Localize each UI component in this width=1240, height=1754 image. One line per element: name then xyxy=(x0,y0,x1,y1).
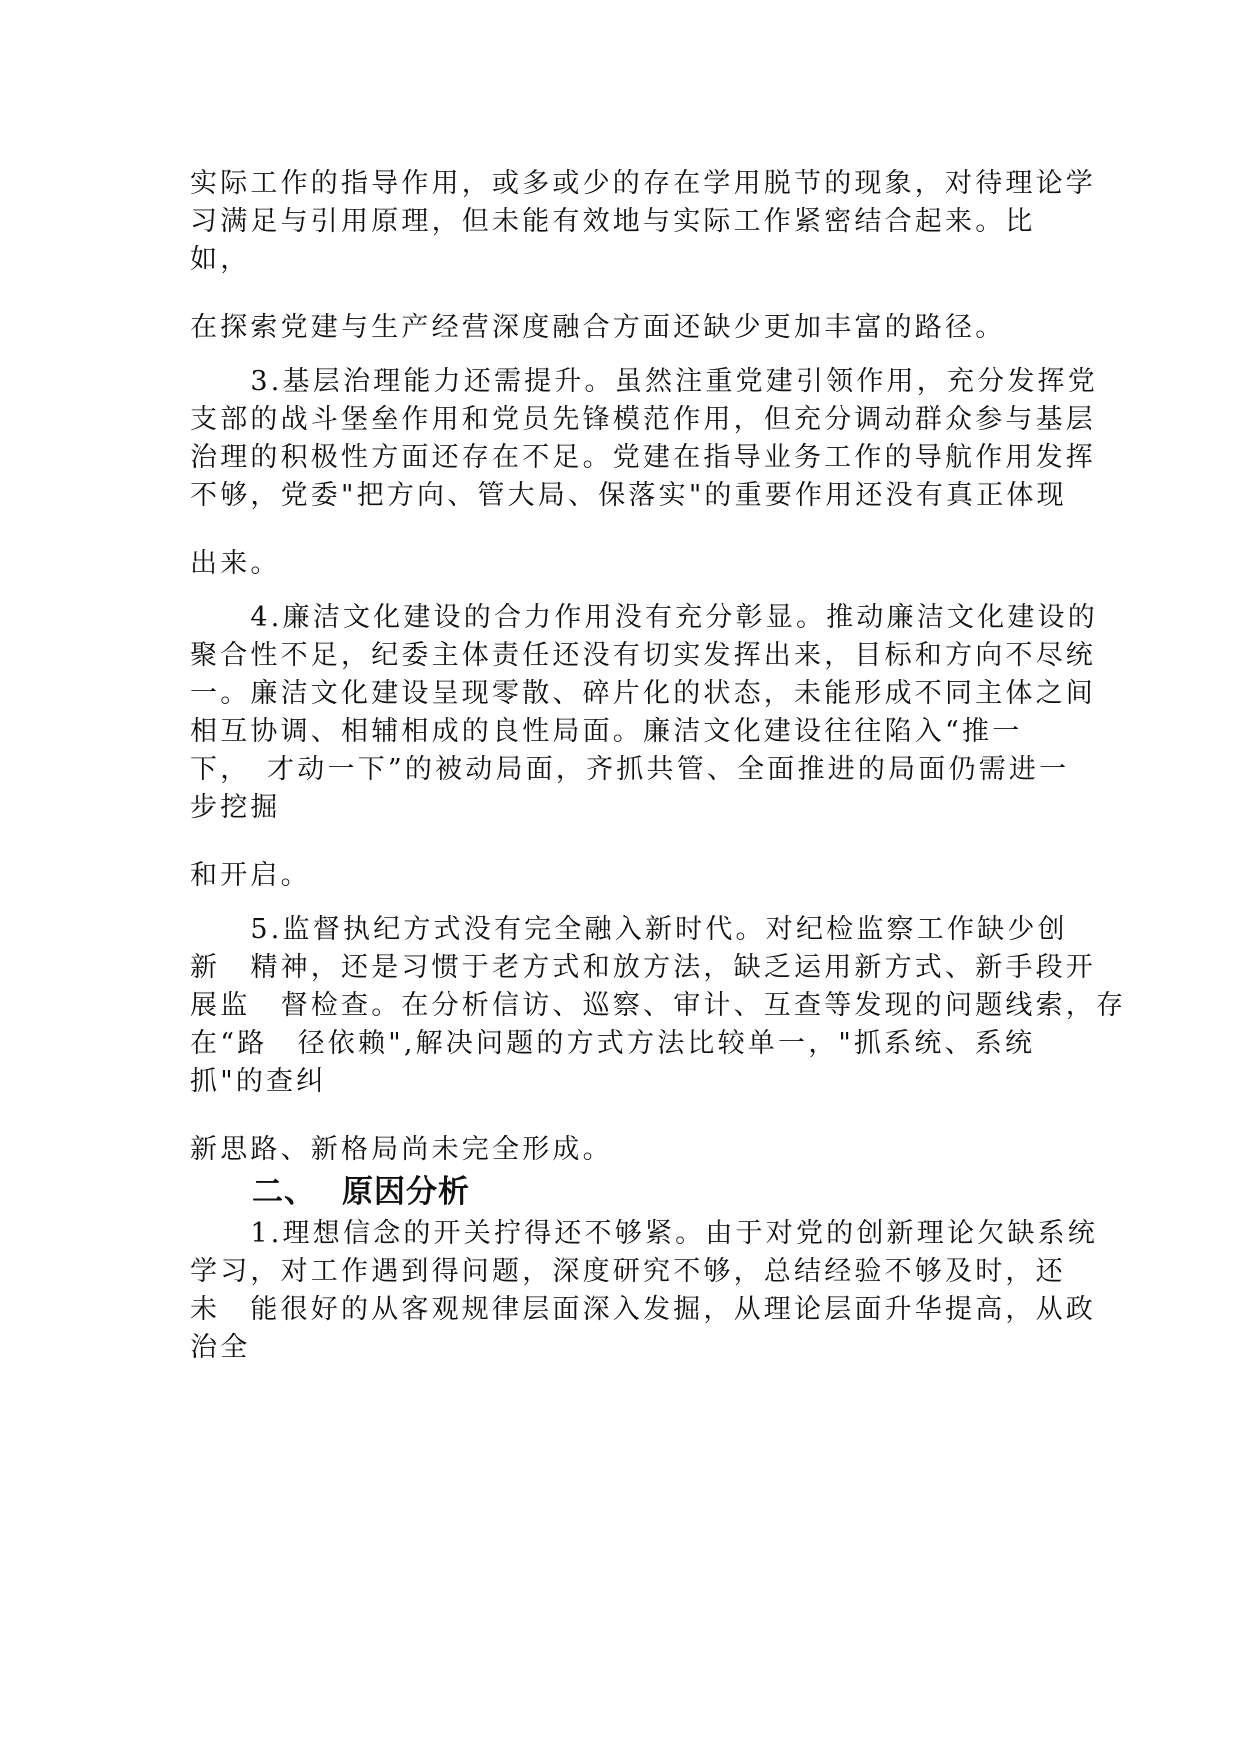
paragraph-gap xyxy=(190,1101,1060,1131)
text-line: 治理的积极性方面还存在不足。党建在指导业务工作的导航作用发挥 xyxy=(190,442,1096,473)
text-line: 实际工作的指导作用，或多或少的存在学用脱节的现象，对待理论学 xyxy=(190,168,1096,199)
text-line: 如， xyxy=(190,244,251,275)
text-line: 不够，党委"把方向、管大局、保落实"的重要作用还没有真正体现 xyxy=(190,480,1067,511)
text-line: 在探索党建与生产经营深度融合方面还缺少更加丰富的路径。 xyxy=(190,312,1006,343)
paragraph xyxy=(190,545,1060,583)
paragraph xyxy=(190,857,1060,895)
text-line: 新思路、新格局尚未完全形成。 xyxy=(190,1134,613,1165)
text-line: 未 能很好的从客观规律层面深入发掘，从理论层面升华提高，从政 xyxy=(190,1294,1096,1325)
text-line: 展监 督检查。在分析信访、巡察、审计、互查等发现的问题线索，存 xyxy=(190,990,1127,1021)
paragraph xyxy=(190,165,1096,279)
text-line: 相互协调、相辅相成的良性局面。廉洁文化建设往往陷入“推一 xyxy=(190,716,1023,747)
text-line: 步挖掘 xyxy=(190,792,281,823)
body-text-before-heading xyxy=(190,165,1127,1169)
document-page xyxy=(190,165,1127,1367)
text-line: 支部的战斗堡垒作用和党员先锋模范作用，但充分调动群众参与基层 xyxy=(190,404,1096,435)
section-number: 二、 xyxy=(252,1174,316,1210)
paragraph xyxy=(190,309,1060,347)
text-line: 习满足与引用原理，但未能有效地与实际工作紧密结合起来。比 xyxy=(190,206,1036,237)
paragraph-gap xyxy=(190,583,1060,599)
text-line: 在“路 径依赖",解决问题的方式方法比较单一，"抓系统、系统 xyxy=(190,1028,1036,1059)
section-heading xyxy=(190,1169,1060,1215)
text-line: 5.监督执纪方式没有完全融入新时代。对纪检监察工作缺少创 xyxy=(190,914,1068,945)
paragraph-gap xyxy=(190,827,1060,857)
text-line: 出来。 xyxy=(190,548,281,579)
paragraph xyxy=(190,599,1098,827)
text-line: 抓"的查纠 xyxy=(190,1066,327,1097)
text-line: 1.理想信念的开关拧得还不够紧。由于对党的创新理论欠缺系统 xyxy=(190,1218,1098,1249)
text-line: 治全 xyxy=(190,1332,251,1363)
text-line: 3.基层治理能力还需提升。虽然注重党建引领作用，充分发挥党 xyxy=(190,366,1098,397)
paragraph xyxy=(190,1131,1060,1169)
paragraph-gap xyxy=(190,515,1060,545)
text-line: 一。廉洁文化建设呈现零散、碎片化的状态，未能形成不同主体之间 xyxy=(190,678,1096,709)
paragraph-gap xyxy=(190,279,1060,309)
text-line: 和开启。 xyxy=(190,860,311,891)
paragraph xyxy=(190,1215,1098,1367)
text-line: 新 精神，还是习惯于老方式和放方法，缺乏运用新方式、新手段开 xyxy=(190,952,1096,983)
text-line: 学习，对工作遇到得问题，深度研究不够，总结经验不够及时，还 xyxy=(190,1256,1066,1287)
paragraph-gap xyxy=(190,347,1060,363)
section-title: 原因分析 xyxy=(342,1174,470,1210)
paragraph-gap xyxy=(190,895,1060,911)
text-line: 聚合性不足，纪委主体责任还没有切实发挥出来，目标和方向不尽统 xyxy=(190,640,1096,671)
text-line: 下， 才动一下”的被动局面，齐抓共管、全面推进的局面仍需进一 xyxy=(190,754,1070,785)
paragraph xyxy=(190,911,1127,1101)
text-line: 4.廉洁文化建设的合力作用没有充分彰显。推动廉洁文化建设的 xyxy=(190,602,1098,633)
paragraph xyxy=(190,363,1098,515)
body-text-after-heading xyxy=(190,1215,1098,1367)
